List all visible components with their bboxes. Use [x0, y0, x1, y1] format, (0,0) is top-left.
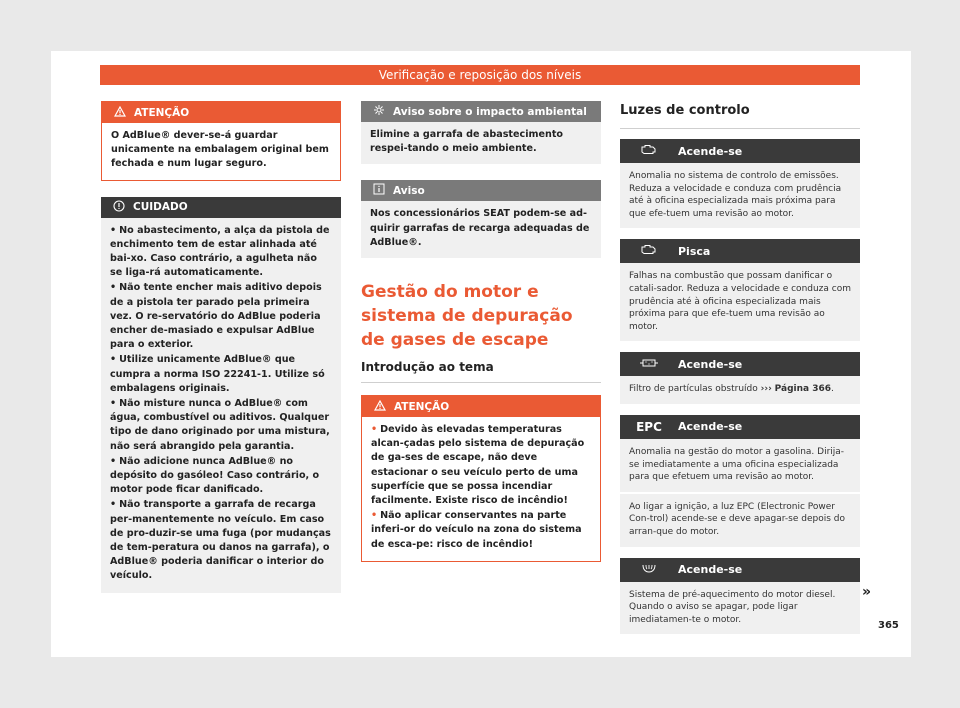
caution-list: [110, 224, 332, 584]
warning-box-exhaust: [361, 395, 601, 562]
column-left: [101, 101, 341, 609]
page-number: 365: [878, 620, 899, 631]
lamp-entry: [620, 352, 860, 404]
note-box: [361, 180, 601, 258]
lamp-state: Acende-se: [678, 144, 743, 158]
particle-filter-icon: [620, 358, 678, 371]
list-item: • Não adicione nunca AdBlue® no depósito do gasóleo! Caso contrário, o motor pode ficar danificado.: [110, 455, 320, 496]
list-item: • Utilize unicamente AdBlue® que cumpra a norma ISO 22241-1. Utilize só embalagens originais.: [110, 354, 325, 394]
lamp-description: Ao ligar a ignição, a luz EPC (Electronic Power Con-trol) acende-se e deve apagar-se depois do arran-que do motor.: [620, 492, 860, 547]
engine-icon: [620, 244, 678, 258]
lights-title: Luzes de controlo: [620, 101, 860, 129]
lamp-state: Acende-se: [678, 563, 743, 576]
lamp-entry: [620, 139, 860, 228]
lamp-entry: [620, 415, 860, 547]
list-item: • Não tente encher mais aditivo depois de a pistola ter parado pela primeira vez. O re-servatório do AdBlue poderia encher de-masiado e expulsar AdBlue para o exterior.: [110, 282, 322, 351]
note-text: Nos concessionários SEAT podem-se ad-quirir garrafas de recarga adequadas de AdBlue®.: [370, 208, 590, 248]
caution-icon: [111, 200, 127, 215]
lamp-description: Filtro de partículas obstruído ››› Página 366.: [620, 376, 860, 404]
lamp-state: Pisca: [678, 244, 711, 258]
lamp-description: Anomalia no sistema de controlo de emissões. Reduza a velocidade e conduza com prudência até à oficina especializada mais próxima para que efe-tuem uma revisão ao motor.: [620, 163, 860, 228]
warning-box: [101, 101, 341, 181]
info-icon: [371, 183, 387, 198]
warning-list: [371, 423, 591, 552]
list-item: • Não aplicar conservantes na parte inferi-or do veículo na zona do sistema de esca-pe: risco de incêndio!: [371, 510, 582, 550]
warning-triangle-icon: [372, 400, 388, 414]
caution-label: CUIDADO: [133, 201, 188, 214]
page-reference-link[interactable]: Página 366: [774, 384, 832, 395]
page-header: Verificação e reposição dos níveis: [100, 65, 860, 85]
list-item: • No abastecimento, a alça da pistola de enchimento tem de estar alinhada até bai-xo. Caso contrário, a agulheta não se liga-rá automaticamente.: [110, 224, 330, 279]
engine-icon: [620, 144, 678, 158]
column-middle: [361, 101, 601, 578]
lamp-entry: [620, 239, 860, 341]
list-item: • Não transporte a garrafa de recarga per-manentemente no veículo. Em caso de pro-duzir-se uma fuga (por mudanças de tem-peratura ou danos na garrafa), o AdBlue® poderia danificar o interior do veículo.: [110, 499, 331, 582]
lamp-description: Sistema de pré-aquecimento do motor diesel. Quando o aviso se apagar, pode ligar imediatamen-te o motor.: [620, 582, 860, 635]
glow-plug-icon: [620, 563, 678, 576]
warning-label: ATENÇÃO: [394, 400, 450, 413]
environment-box: [361, 101, 601, 164]
column-right: [620, 101, 860, 645]
list-item: • Não misture nunca o AdBlue® com água, combustível ou aditivos. Qualquer tipo de dano originado por uma mistura, não será abrangido pela garantia.: [110, 398, 330, 452]
warning-text: O AdBlue® dever-se-á guardar unicamente na embalagem original bem fechada e num lugar seguro.: [111, 130, 329, 170]
lamp-state: Acende-se: [678, 357, 743, 371]
list-item: • Devido às elevadas temperaturas alcan-çadas pelo sistema de depuração de ga-ses de escape, não deve estacionar o seu veículo perto de uma superfície que se possa incendiar facilmente. Existe risco de incêndio!: [371, 424, 585, 507]
lamp-state: Acende-se: [678, 420, 743, 434]
environment-leaf-icon: [371, 104, 387, 119]
warning-label: ATENÇÃO: [134, 106, 190, 119]
lamp-entry: [620, 558, 860, 635]
epc-icon: EPC: [636, 419, 662, 434]
note-label: Aviso: [393, 184, 425, 197]
lamp-description: Falhas na combustão que possam danificar o catali-sador. Reduza a velocidade e conduza com prudência até à oficina especializada mais próxima para que efe-tuem uma revisão ao motor.: [620, 263, 860, 341]
lamp-description: Anomalia na gestão do motor a gasolina. Dirija-se imediatamente a uma oficina especializada para que efetuem uma revisão ao motor.: [620, 439, 860, 492]
environment-label: Aviso sobre o impacto ambiental: [393, 105, 587, 118]
caution-box: [101, 197, 341, 593]
continue-marker: »: [862, 584, 872, 600]
environment-text: Elimine a garrafa de abastecimento respei-tando o meio ambiente.: [370, 129, 563, 155]
warning-triangle-icon: [112, 106, 128, 120]
section-subtitle: Introdução ao tema: [361, 360, 601, 383]
section-title: Gestão do motor e sistema de depuração de gases de escape: [361, 282, 573, 351]
